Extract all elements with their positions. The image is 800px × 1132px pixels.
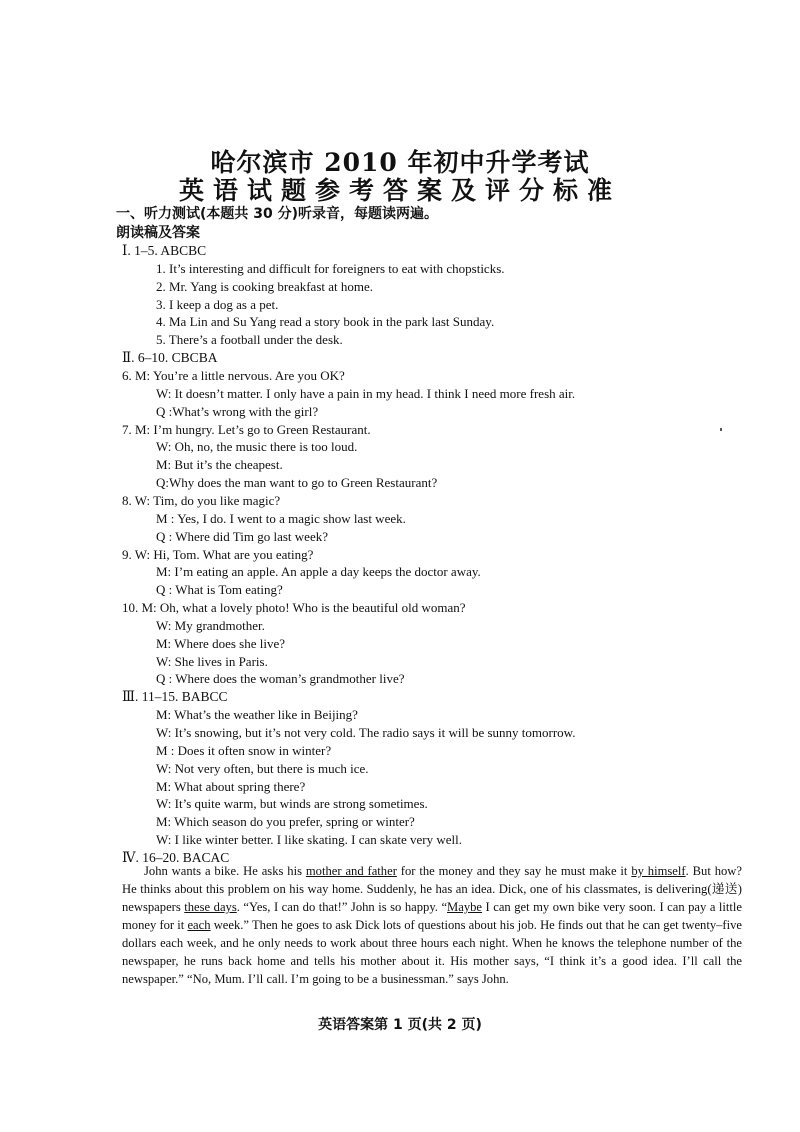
answer-key-line: Ⅲ. 11–15. BABCC: [122, 689, 228, 705]
passage-underlined: mother and father: [305, 864, 397, 878]
transcript-line: 5. There’s a football under the desk.: [156, 332, 343, 348]
answer-key-line: Ⅳ. 16–20. BACAC: [122, 849, 230, 865]
reading-passage: [122, 862, 742, 988]
scan-speck: [720, 428, 722, 431]
page-footer: 英语答案第 1 页(共 2 页): [318, 1017, 482, 1033]
transcript-line: 1. It’s interesting and difficult for foreigners to eat with chopsticks.: [156, 260, 505, 276]
transcript-line: W: It’s quite warm, but winds are strong sometimes.: [156, 796, 428, 812]
transcript-line: Q : Where does the woman’s grandmother live?: [156, 671, 405, 687]
passage-text: I can get my own bike very soon. I can pay a little money for it: [122, 900, 742, 932]
transcript-line: 8. W: Tim, do you like magic?: [122, 492, 281, 508]
transcript-line: W: I like winter better. I like skating. I can skate very well.: [156, 832, 462, 848]
transcript-line: Q : What is Tom eating?: [156, 582, 283, 598]
transcript-line: M: I’m eating an apple. An apple a day keeps the doctor away.: [156, 564, 481, 580]
transcript-line: W: Not very often, but there is much ice.: [156, 760, 369, 776]
transcript-heading: 朗读稿及答案: [116, 225, 200, 241]
transcript-line: 10. M: Oh, what a lovely photo! Who is the beautiful old woman?: [122, 600, 466, 615]
passage-text: John wants a bike. He asks his: [144, 864, 306, 878]
answer-key-line: Ⅱ. 6–10. CBCBA: [122, 350, 218, 366]
passage-underlined: Maybe: [447, 900, 483, 914]
transcript-line: W: My grandmother.: [156, 617, 265, 633]
passage-underlined: these days: [184, 900, 237, 914]
transcript-line: W: She lives in Paris.: [156, 653, 268, 669]
page-subtitle: 英语试题参考答案及评分标准: [178, 176, 621, 205]
transcript-line: W: Oh, no, the music there is too loud.: [156, 439, 358, 455]
transcript-line: M: What’s the weather like in Beijing?: [156, 707, 358, 723]
transcript-line: 2. Mr. Yang is cooking breakfast at home.: [156, 278, 374, 294]
transcript-line: M : Yes, I do. I went to a magic show last week.: [156, 510, 406, 526]
transcript-line: 7. M: I’m hungry. Let’s go to Green Restaurant.: [122, 421, 371, 437]
transcript-line: Q : Where did Tim go last week?: [156, 528, 328, 544]
transcript-line: W: It doesn’t matter. I only have a pain in my head. I think I need more fresh air.: [156, 385, 576, 401]
transcript-line: M: What about spring there?: [156, 778, 306, 794]
transcript-line: 9. W: Hi, Tom. What are you eating?: [122, 546, 314, 562]
section-heading: 一、听力测试(本题共 30 分)听录音，每题读两遍。: [116, 206, 439, 222]
transcript-line: M: But it’s the cheapest.: [156, 457, 283, 473]
passage-underlined: by himself: [631, 864, 686, 878]
answer-key-line: Ⅰ. 1–5. ABCBC: [122, 243, 207, 258]
passage-underlined: each: [187, 918, 211, 932]
transcript-line: Q :What’s wrong with the girl?: [156, 403, 319, 419]
transcript-line: Q:Why does the man want to go to Green Restaurant?: [156, 475, 438, 491]
transcript-line: 6. M: You’re a little nervous. Are you OK?: [122, 368, 345, 383]
transcript-line: M : Does it often snow in winter?: [156, 742, 332, 758]
passage-text: week.” Then he goes to ask Dick lots of questions about his job. He finds out that he can get twenty–five dollars each week, and he only needs to work about three hours each night. When he knows the telephone number of the newspaper, he runs back home and tells his mother about it. His mother says, “I think it’s a good idea. I’ll call the newspaper.” “No, Mum. I’ll call. I’m going to be a businessman.” says John.: [122, 918, 742, 986]
transcript-line: W: It’s snowing, but it’s not very cold. The radio says it will be sunny tomorrow.: [156, 725, 576, 740]
transcript-line: 4. Ma Lin and Su Yang read a story book in the park last Sunday.: [156, 314, 495, 330]
transcript-line: M: Which season do you prefer, spring or winter?: [156, 814, 415, 830]
passage-text: . “Yes, I can do that!” John is so happy. “: [236, 900, 448, 914]
transcript-line: 3. I keep a dog as a pet.: [156, 296, 279, 312]
page-title: 哈尔滨市 2010 年初中升学考试: [210, 148, 590, 177]
transcript-line: M: Where does she live?: [156, 635, 285, 651]
passage-text: . But how? He thinks about this problem on his way home. Suddenly, he has an idea. Dick, one of his classmates, is delivering(递送) newspapers: [122, 864, 742, 914]
passage-text: for the money and they say he must make it: [396, 864, 632, 878]
